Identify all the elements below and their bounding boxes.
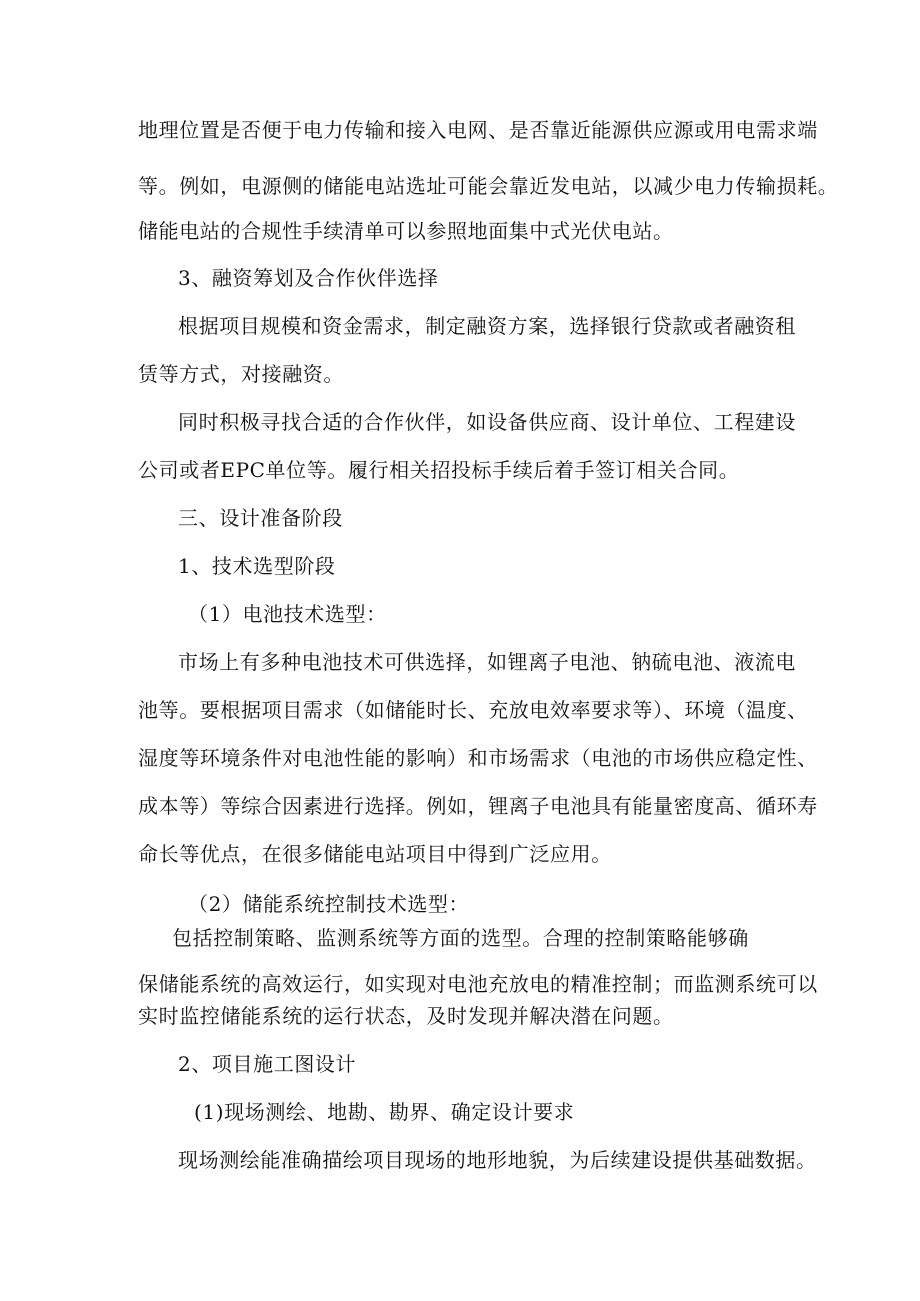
subsection-heading: （1）电池技术选型： [188, 602, 387, 626]
section-heading: 2、项目施工图设计 [178, 1052, 357, 1076]
section-heading: 1、技术选型阶段 [178, 554, 336, 578]
paragraph-line: 根据项目规模和资金需求，制定融资方案，选择银行贷款或者融资租 [178, 314, 796, 338]
paragraph-line: 储能电站的合规性手续清单可以参照地面集中式光伏电站。 [138, 219, 674, 243]
subsection-heading: （2）储能系统控制技术选型： [188, 892, 470, 916]
chapter-heading: 三、设计准备阶段 [178, 506, 343, 530]
paragraph-line: 公司或者EPC单位等。履行相关招投标手续后着手签订相关合同。 [138, 458, 740, 482]
paragraph-line: 保储能系统的高效运行，如实现对电池充放电的精准控制；而监测系统可以 [138, 972, 818, 996]
section-heading: 3、融资筹划及合作伙伴选择 [178, 266, 439, 290]
paragraph-line: 实时监控储能系统的运行状态，及时发现并解决潜在问题。 [138, 1004, 674, 1028]
paragraph-line: 同时积极寻找合适的合作伙伴，如设备供应商、设计单位、工程建设 [178, 410, 796, 434]
paragraph-line: 池等。要根据项目需求（如储能时长、充放电效率要求等）、环境（温度、 [138, 698, 808, 722]
subsection-heading: (1)现场测绘、地勘、勘界、确定设计要求 [194, 1100, 575, 1124]
paragraph-line: 等。例如，电源侧的储能电站选址可能会靠近发电站，以减少电力传输损耗。 [138, 174, 839, 198]
paragraph-line: 湿度等环境条件对电池性能的影响）和市场需求（电池的市场供应稳定性、 [138, 746, 818, 770]
paragraph-line: 命长等优点，在很多储能电站项目中得到广泛应用。 [138, 842, 612, 866]
paragraph-line: 包括控制策略、监测系统等方面的选型。合理的控制策略能够确 [172, 926, 749, 950]
paragraph-line: 地理位置是否便于电力传输和接入电网、是否靠近能源供应源或用电需求端 [138, 118, 818, 142]
paragraph-line: 现场测绘能准确描绘项目现场的地形地貌，为后续建设提供基础数据。 [178, 1148, 817, 1172]
paragraph-line: 市场上有多种电池技术可供选择，如锂离子电池、钠硫电池、液流电 [178, 650, 796, 674]
paragraph-line: 赁等方式，对接融资。 [138, 362, 344, 386]
paragraph-line: 成本等）等综合因素进行选择。例如，锂离子电池具有能量密度高、循环寿 [138, 794, 818, 818]
